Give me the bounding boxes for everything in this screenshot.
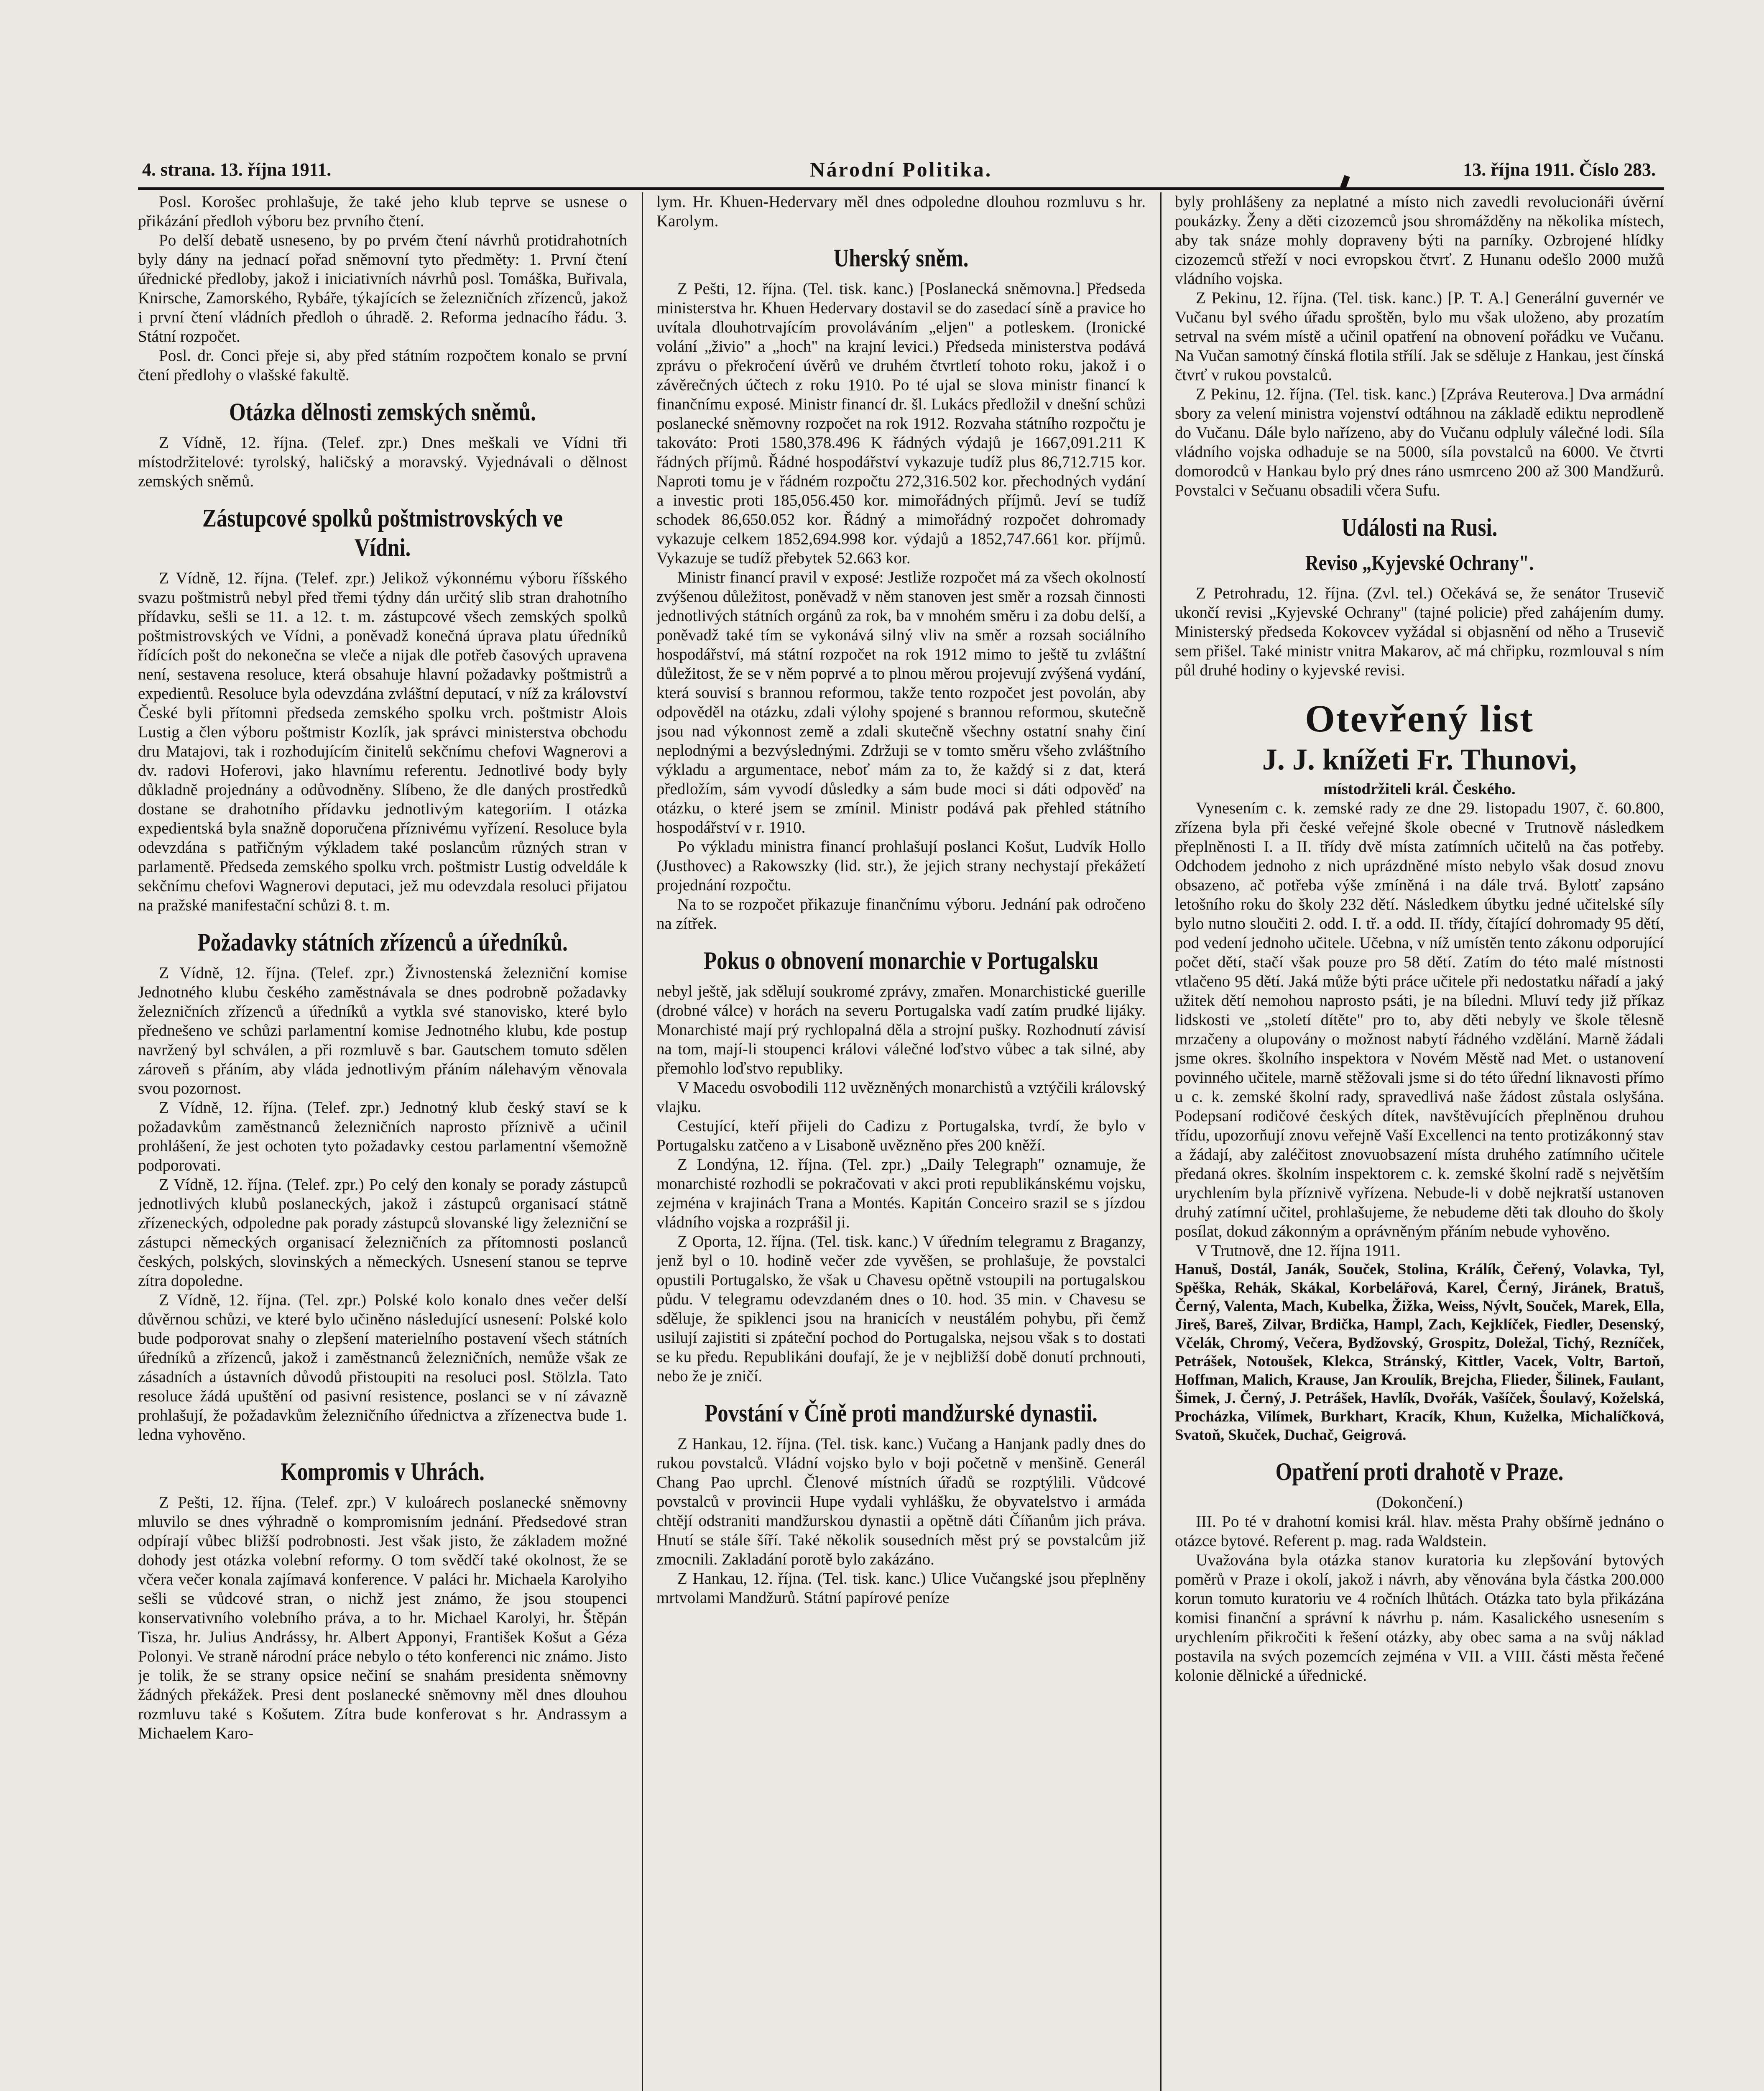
article-paragraph: Po delší debatě usneseno, by po prvém čtení návrhů protidrahotních byly dány na jednací pořad sněmovní tyto předměty: 1. První čtení úřednické předloby, jakož i iniciativních návrhů posl. Tomáška, Buřivala, Knirsche, Zamorského, Rybáře, týkajících se železničních zřízenců, jakož i první čtení vládních předloh o úhradě. 2. Reforma jednacího řádu. 3. Státní rozpočet.: [138, 231, 627, 345]
column-3: [1175, 192, 1664, 2091]
article-paragraph: Na to se rozpočet přikazuje finančnímu výboru. Jednání pak odročeno na zítřek.: [656, 895, 1146, 933]
subheadline-revise-kyjevske-ochrany: Reviso „Kyjevské Ochrany".: [1305, 551, 1534, 575]
article-paragraph: V Macedu osvobodili 112 uvězněných monarchistů a vztýčili královský vlajku.: [656, 1079, 1146, 1116]
article-paragraph: Z Petrohradu, 12. října. (Zvl. tel.) Očekává se, že senátor Trusevič ukončí revisi „Kyjevské Ochrany" (tajné policie) před zahájením dumy. Ministerský předseda Kokovcev vyžádal si objasnění od něho a Trusevič sem přišel. Také ministr vnitra Makarov, ač má chřipku, rozmlouval s ním půl druhé hodiny o kyjevské revisi.: [1175, 584, 1664, 679]
subheadline-mistodrziteli: místodržiteli král. Českého.: [1323, 780, 1516, 798]
article-paragraph: nebyl ještě, jak sdělují soukromé zprávy, zmařen. Monarchistické guerille (drobné válce) v horách na severu Portugalska vadí zatím prudké lijáky. Monarchisté mají prý rychlopalná děla a strojní pušky. Rozhodnutí závisí na tom, mají-li stoupenci královi válečné loďstvo vůbec a tak silné, aby přemohlo loďstvo republiky.: [656, 982, 1146, 1077]
article-paragraph: Z Vídně, 12. října. (Telef. zpr.) Živnostenská železniční komise Jednotného klubu českého zaměstnávala se dnes podrobně požadavky železničních zřízenců a úředníků a vytkla své stanovisko, které bylo přednešeno ve schůzi parlamentní komise Jednotného klubu, kde postup navržený byl schválen, a při rozmluvě s bar. Gautschem tomuto sdělen zároveň s přáním, aby vláda jednotlivým přáním nálehavým věnovala svou pozornost.: [138, 964, 627, 1097]
headline-povstani-v-cine: Povstání v Číně proti mandžurské dynastii.: [705, 1399, 1098, 1427]
headline-pokus-o-obnoveni-monarchie: Pokus o obnovení monarchie v Portugalsku: [703, 947, 1099, 974]
headline-pozadavky-zrizencu: Požadavky státních zřízenců a úředníků.: [197, 928, 568, 956]
article-paragraph: Z Vídně, 12. října. (Telef. zpr.) Jednotný klub český staví se k požadavkům zaměstnanců železničních naprosto příznivě a učinil prohlášení, že jest ochoten tyto požadavky cestou parlamentní všemožně podporovati.: [138, 1099, 627, 1174]
header-date-left: 4. strana. 13. října 1911.: [142, 159, 332, 180]
article-paragraph: Z Pekinu, 12. října. (Tel. tisk. kanc.) [Zpráva Reuterova.] Dva armádní sbory za velení ministra vojenství odtáhnou na základě ediktu neprodleně do Vučanu. Dále bylo nařízeno, aby do Vučanu odpluly válečné lodi. Síla vládního vojska odhaduje se na 5000, síla povstalců na 6000. Ve čtvrti domorodců v Hankau bylo prý dnes ráno usmrceno 200 až 300 Mandžurů. Povstalci v Sečuanu obsadili včera Sufu.: [1175, 385, 1664, 499]
page-header: [138, 155, 1664, 188]
article-paragraph: Z Vídně, 12. října. (Tel. zpr.) Polské kolo konalo dnes večer delší důvěrnou schůzi, ve které bylo učiněno následující usnesení: Polské kolo bude podporovat snahy o zlepšení materielního postavení všech státních úředníků a zřízenců, jakož i zaměstnanců železničních, nemůže však ze zásadních a ústavních důvodů přistoupiti na resoluci posl. Stölzla. Tato resoluce žádá upuštění od pasivní resistence, poslanci se v ní závazně prohlašují, že požadavkům železničního úřednictva a zřízenectva bude 1. ledna vyhověno.: [138, 1291, 627, 1444]
article-paragraph: Z Pešti, 12. října. (Telef. zpr.) V kuloárech poslanecké sněmovny mluvilo se dnes výhradně o kompromisním jednání. Předsedové stran odpírají vůbec bližší podrobnosti. Jest však jisto, že základem možné dohody jest otázka volební reformy. O tom svědčí také okolnost, že se včera večer konala zajímavá konference. V paláci hr. Michaela Karolyiho sešli se vůdcové stran, o nichž jest známo, že jsou stoupenci konservativního volebního práva, a to hr. Michael Karolyi, hr. Štěpán Tisza, hr. Julius Andrássy, hr. Albert Apponyi, František Košut a Géza Polonyi. Ve straně národní práce nebylo o této konferenci nic známo. Jisto je tolik, že se strany opsice nečiní se snahám presidenta sněmovny žádných překážek. Presi dent poslanecké sněmovny měl dnes dlouhou rozmluvu také s Košutem. Zítra bude konferovat s hr. Andrassym a Michaelem Karo-: [138, 1493, 627, 1742]
dateline: V Trutnově, dne 12. října 1911.: [1196, 1242, 1401, 1260]
signatories-list: Hanuš, Dostál, Janák, Souček, Stolina, Králík, Čeřený, Volavka, Tyl, Spěška, Rehák, Skákal, Korbelářová, Karel, Černý, Jiránek, Bratuš, Černý, Valenta, Mach, Kubelka, Žižka, Weiss, Nývlt, Souček, Marek, Ella, Jireš, Bareš, Zilvar, Brdička, Hampl, Zach, Kejklíček, Fiedler, Desenský, Včelák, Chromý, Večera, Bydžovský, Grospitz, Doležal, Tichý, Rezníček, Petrášek, Notoušek, Klekca, Stránský, Kittler, Vacek, Voltr, Bartoň, Hoffman, Malich, Krause, Jan Kroulík, Brejcha, Flieder, Šilinek, Faulant, Šimek, J. Černý, J. Petrášek, Havlík, Dvořák, Vašíček, Šoulavý, Koželská, Procházka, Vilímek, Burkhart, Kracík, Khun, Kuželka, Michalíčková, Svatoň, Skuček, Duchač, Geigrová.: [1175, 1261, 1664, 1444]
article-paragraph: Z Pešti, 12. října. (Tel. tisk. kanc.) [Poslanecká sněmovna.] Předseda ministerstva hr. Khuen Hedervary dostavil se do zasedací síně a pravice ho uvítala dlouhotrvajícím provoláváním „eljen" a potleskem. (Ironické volání „živio" a „hoch" na krajní levici.) Předseda ministerstva podává zprávu o překročení úvěrů ve druhém čtvrtletí tohoto roku, jakož i o závěrečných účtech z roku 1910. Po té ujal se slova ministr financí k finančnímu exposé. Ministr financí dr. šl. Lukács předložil v dnešní schůzi poslanecké sněmovny rozpočet na rok 1912. Rozvaha státního rozpočtu je takováto: Proti 1580,378.496 K řádných výdajů je 1667,091.211 K řádných příjmů. Řádné hospodářství vykazuje tudíž plus 86,712.715 kor. Naproti tomu je v řádném rozpočtu 272,316.502 kor. přechodných vydání a investic proti 185,056.450 kor. mimořádných příjmů. Jeví se tudíž schodek 86,650.052 kor. Řádný a mimořádný rozpočet dohromady vykazuje celkem 1852,694.998 kor. výdajů a 1852,747.661 kor. příjmů. Vykazuje se tudíž přebytek 52.663 kor.: [656, 280, 1146, 567]
column-1: [138, 192, 627, 2091]
article-paragraph: Posl. dr. Conci přeje si, aby před státním rozpočtem konalo se první čtení předlohy o vlašské fakultě.: [138, 347, 627, 384]
article-paragraph: Cestující, kteří přijeli do Cadizu z Portugalska, tvrdí, že bylo v Portugalsku zatčeno a v Lisaboně uvězněno přes 200 kněží.: [656, 1117, 1146, 1154]
newspaper-page: [138, 125, 1664, 2091]
article-paragraph: Z Vídně, 12. října. (Telef. zpr.) Jelikož výkonnému výboru říšského svazu poštmistrů nebyl před třemi týdny dán určitý slib stran drahotního přídavku, sešli se 11. a 12. t. m. zástupcové všech zemských spolků poštmistrovských ve Vídni, a poněvadž konečná úprava platu úředníků řídících pošt do nekonečna se vleče a nijak dle potřeb časových upravena není, sestavena resoluce, která obsahuje hlavní požadavky poštmistrů a expedientů. Resoluce byla odevzdána zvláštní deputací, v níž za království České byli přítomni předseda zemského spolku vrch. poštmistr Alois Lustig a člen výboru poštmistr Kozlík, jak správci ministerstva obchodu dru Matajovi, tak i rozhodujícím činitelů sekčnímu chefovi Wagnerovi a dv. radovi Hoferovi, jako hlavnímu referentu. Jednotlivé body byly důkladně projednány a odůvodněny. Slíbeno, že dle daných prostředků dostane se drahotního přídavku jednotlivým kategoriím. I otázka expedientská byla snažně doporučena příznivému vyřízení. Resoluce byla odevzdána s patřičným výkladem také poslancům různých stran v parlamentě. Předseda zemského spolku vrch. poštmistr Lustig odveldále k sekčnímu chefovi Wagnerovi deputaci, jež mu odevzdala resoluci přijatou na pražské manifestační schůzi 8. t. m.: [138, 569, 627, 914]
column-divider: [642, 192, 643, 2091]
masthead-title: Národní Politika.: [809, 158, 993, 181]
article-paragraph: Z Hankau, 12. října. (Tel. tisk. kanc.) Ulice Vučangské jsou přeplněny mrtvolami Mandžurů. Státní papírové peníze: [656, 1570, 1146, 1607]
article-paragraph: Vynesením c. k. zemské rady ze dne 29. listopadu 1907, č. 60.800, zřízena byla při české veřejné škole obecné v Trutnově následkem přeplněnosti I. a II. třídy dvě místa zatímních učitelů na čas potřeby. Odchodem jednoho z nich uprázdněné místo nebylo však dosud znovu obsazeno, ač potřeba výše zmíněná i na dále trvá. Bylotť zapsáno letošního roku do školy 232 dětí. Následkem úbytku jedné učitelské síly bylo nutno sloučiti 2. odd. I. tř. a odd. II. třídy, čítající dohromady 95 dětí, pod vedení jednoho učitele. Učebna, v níž umístěn tento zákonu odporující počet dětí, stačí však pouze pro 58 dětí. Zatím do této malé místnosti vtlačeno 95 dětí. Jaká může býti práce učitele při nedostatku nářadí a jaký užitek dětí nemohou naprosto psáti, je na bíledni. Mluví tedy již příkaz lidskosti ve „století dítěte" pro to, aby děti nebyly ve škole tělesně mrzačeny a olupovány o možnost nabytí řádného vzdělání. Marně žádali jsme okres. školního inspektora v Novém Městě nad Met. o ustanovení povinného učitele, marně stěžovali jsme si do této úřední liknavosti přímo u c. k. zemské školní rady, spravedlivá naše žádost zůstala oslyšána. Podepsaní rodičové českých dítek, navštěvujících přeplněnou druhou třídu, upozorňují znovu veřejně Vaší Excellenci na tento protizákonný stav a žádají, aby zaléčitost znovuobsazení místa druhého zatímního učitele předaná okres. školním inspektorem c. k. zemské školní radě s největším urychlením byla příznivě vyřízena. Nebude-li v době nejkratší ustanoven druhý zatímní učitel, prohlašujeme, že nebudeme děti tak dlouho do školy posílat, dokud zákonným a oprávněným přáním nebude vyhověno.: [1175, 799, 1664, 1240]
headline-kompromis-v-uhrach: Kompromis v Uhrách.: [281, 1458, 485, 1485]
headline-zastupcove-postmistru: Zástupcové spolků poštmistrovských ve Vídni.: [202, 504, 563, 561]
article-paragraph: Ministr financí pravil v exposé: Jestliže rozpočet má za všech okolností zvýšenou důležitost, poněvadž v něm stanoven jest směr a rozsah činnosti jednotlivých státních orgánů za rok, ba v mnohém směru i za dobu delší, a poněvadž také tím se vykonává silný vliv na směr a rozsah sociálního hospodářství, má státní rozpočet na rok 1912 mimo to ještě tu zvláštní důležitost, že se v něm poprvé a to plnou měrou projevují zvýšená vydání, která souvisí s brannou reformou, takže tento rozpočet jest povolán, aby odpověděl na otázku, zdali výlohy spojené s brannou reformou, skutečně jsou nad výkonnost země a zdali skutečně všechny ostatní snahy činí neplodnými a bezvýslednými. Zdržuji se v tomto směru všeho zvláštního výkladu a argumentace, neboť mám za to, že každý si z dat, která předložím, sám vyvodí důsledky a sám bude moci si dáti odpověď na otázku, o které jsem se zmínil. Ministr podává pak přehled státního hospodářství v r. 1910.: [656, 568, 1146, 836]
article-paragraph: lym. Hr. Khuen-Hedervary měl dnes odpoledne dlouhou rozmluvu s hr. Karolym.: [656, 193, 1146, 230]
article-paragraph: III. Po té v drahotní komisi král. hlav. města Prahy obšírně jednáno o otázce bytové. Referent p. mag. rada Waldstein.: [1175, 1513, 1664, 1550]
headline-udalosti-na-rusi: Události na Rusi.: [1341, 514, 1498, 541]
headline-opatreni-proti-drahote: Opatření proti drahotě v Praze.: [1275, 1458, 1564, 1485]
column-2: [656, 192, 1146, 2091]
headline-uhersky-snem: Uherský sněm.: [833, 244, 969, 272]
article-paragraph: Z Londýna, 12. října. (Tel. zpr.) „Daily Telegraph" oznamuje, že monarchisté rozhodli se pokračovati v akci proti republikánskému vojsku, zejména v krajinách Trana a Montés. Kapitán Conceiro srazil se s jízdou vládního vojska a rozprášil ji.: [656, 1155, 1146, 1231]
column-divider: [1160, 192, 1162, 2091]
article-paragraph: Po výkladu ministra financí prohlašují poslanci Košut, Ludvík Hollo (Justhovec) a Rakowszky (lid. str.), že jejich strany nechystají překážetí projednání rozpočtu.: [656, 838, 1146, 894]
article-paragraph: Z Vídně, 12. října. (Telef. zpr.) Po celý den konaly se porady zástupců jednotlivých klubů poslaneckých, jakož i zástupců organisací státně zřízeneckých, odpoledne pak porady zástupců slovanské ligy železniční se zástupci německých organisací železničních za přítomnosti poslanců českých, polských, slovinských a německých. Usnesení stanou se teprve zítra dopoledne.: [138, 1176, 627, 1290]
article-paragraph: Z Hankau, 12. října. (Tel. tisk. kanc.) Vučang a Hanjank padly dnes do rukou povstalců. Vládní vojsko bylo v boji početně v menšině. Generál Chang Pao uprchl. Členové místních úřadů se rozptýlili. Vůdcové povstalců v provincii Hupe vydali vyhlášku, že obyvatelstvo i armáda chtějí odstraniti mandžurskou dynastii a opětně dáti Číňanům jich práva. Hnutí se stále šíří. Také několik sousedních měst prý se povstalcům již zmocnili. Zakladání porotě bylo zakázáno.: [656, 1435, 1146, 1568]
article-paragraph: byly prohlášeny za neplatné a místo nich zavedli revolucionáři úvěrní poukázky. Ženy a děti cizozemců jsou shromážděny na několika místech, aby tak snáze mohly dopraveny býti na parníky. Ozbrojené hlídky cizozemců střeží v noci evropskou čtvrť. Z Hunanu odešlo 2000 mužů vládního vojska.: [1175, 193, 1664, 288]
subheadline-dokonceni: (Dokončení.): [1376, 1493, 1463, 1511]
article-paragraph: Z Vídně, 12. října. (Telef. zpr.) Dnes meškali ve Vídni tři místodržitelové: tyrolský, haličský a moravský. Vyjednávali o dělnost zemských sněmů.: [138, 434, 627, 490]
headline-otazka-delnosti: Otázka dělnosti zemských sněmů.: [229, 398, 536, 426]
article-paragraph: Z Pekinu, 12. října. (Tel. tisk. kanc.) [P. T. A.] Generální guvernér ve Vučanu byl svého úřadu sproštěn, bylo mu však uloženo, aby prozatím setrval na svém místě a učinil opatření na obnovení pořádku ve Vučanu. Na Vučan samotný čínská flotila střílí. Jak se sděluje z Hankau, jest čínská čtvrť v rukou povstalců.: [1175, 289, 1664, 384]
article-paragraph: Uvažována byla otázka stanov kuratoria ku zlepšování bytových poměrů v Praze i okolí, jakož i návrh, aby věnována byla částka 200.000 korun tomuto kuratoriu ve 4 ročních lhůtách. Otázka tato byla přikázána komisi finanční a správní k návrhu p. nám. Kasalického usnesením s urychlením přikročiti k řešení otázky, aby obec sama a na svůj náklad postavila na svých pozemcích zejména v VII. a VIII. části města řečené kolonie dělnické a úřednické.: [1175, 1551, 1664, 1685]
headline-knizeti-thunovi: J. J. knížeti Fr. Thunovi,: [1262, 743, 1577, 776]
article-paragraph: Z Oporta, 12. října. (Tel. tisk. kanc.) V úředním telegramu z Braganzy, jenž byl o 10. hodině večer zde vyvěšen, se prohlašuje, že povstalci opustili Portugalsko, že však u Chavesu opětně vstoupili na portugalskou půdu. V telegramu odevzdaném dnes o 10. hod. 35 min. v Chavesu se sděluje, že spiklenci jsou na hranicích v neustálém pohybu, při čemž usilují zajistiti si zpáteční pochod do Portugalska, nejsou však s to dostati se ku předu. Republikáni doufají, že je v nejbližší době donutí prchnouti, nebo že je zničí.: [656, 1232, 1146, 1385]
article-paragraph: Posl. Korošec prohlašuje, že také jeho klub teprve se usnese o přikázání předloh výboru bez prvního čtení.: [138, 193, 627, 230]
headline-otevreny-list: Otevřený list: [1305, 697, 1534, 740]
header-rule: [138, 187, 1664, 190]
header-issue-number: 13. října 1911. Číslo 283.: [1463, 159, 1656, 180]
